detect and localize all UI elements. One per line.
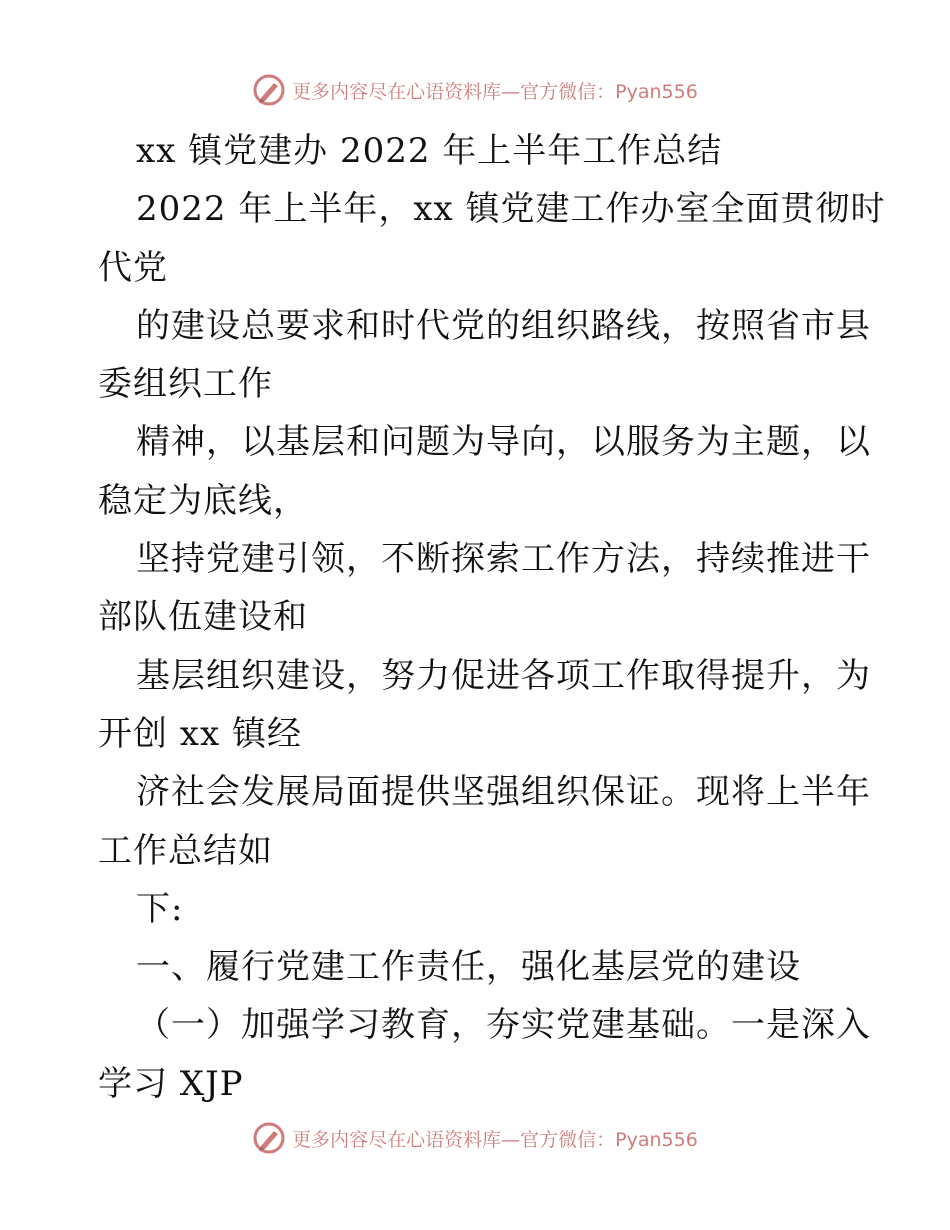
doc-line: 的建设总要求和时代党的组织路线，按照省市县 bbox=[136, 305, 871, 346]
doc-line: 部队伍建设和 bbox=[98, 597, 308, 638]
watermark-bottom bbox=[0, 1118, 950, 1158]
document-body bbox=[98, 122, 886, 1113]
doc-line: 代党 bbox=[98, 247, 168, 288]
doc-line: 济社会发展局面提供坚强组织保证。现将上半年 bbox=[136, 772, 871, 813]
watermark-top bbox=[0, 70, 950, 110]
doc-line: 学习 XJP bbox=[98, 1063, 244, 1104]
doc-line: 稳定为底线， bbox=[98, 480, 308, 521]
doc-title: xx 镇党建办 2022 年上半年工作总结 bbox=[136, 131, 723, 171]
doc-line: 2022 年上半年，xx 镇党建工作办室全面贯彻时 bbox=[136, 189, 886, 230]
watermark-text bbox=[292, 77, 698, 104]
watermark-text-id: Pyan556 bbox=[615, 80, 698, 103]
doc-line: 精神，以基层和问题为导向，以服务为主题，以 bbox=[136, 422, 871, 463]
section-heading: 一、履行党建工作责任，强化基层党的建设 bbox=[136, 947, 801, 988]
pen-logo-icon bbox=[252, 73, 286, 107]
watermark-text-cn: 更多内容尽在心语资料库—官方微信： bbox=[292, 1128, 616, 1151]
watermark-text bbox=[292, 1125, 698, 1152]
doc-line: 工作总结如 bbox=[98, 830, 273, 871]
doc-line: 基层组织建设，努力促进各项工作取得提升，为 bbox=[136, 655, 871, 696]
watermark-text-cn: 更多内容尽在心语资料库—官方微信： bbox=[292, 80, 616, 103]
doc-line: 下: bbox=[136, 888, 184, 929]
doc-line: 坚持党建引领，不断探索工作方法，持续推进干 bbox=[136, 539, 871, 580]
doc-line: 委组织工作 bbox=[98, 364, 273, 405]
watermark-text-id: Pyan556 bbox=[615, 1128, 698, 1151]
doc-line: 开创 xx 镇经 bbox=[98, 713, 302, 754]
pen-logo-icon bbox=[252, 1121, 286, 1155]
subsection-heading: （一）加强学习教育，夯实党建基础。一是深入 bbox=[136, 1005, 871, 1046]
